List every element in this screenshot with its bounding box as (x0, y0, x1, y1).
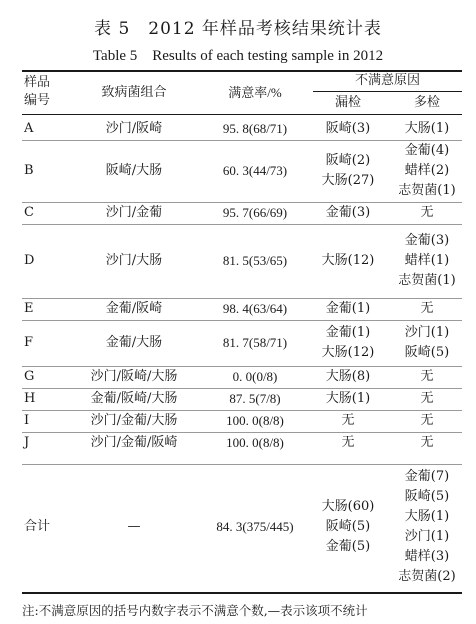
satisfaction-rate: 95. 8(68/71) (222, 121, 288, 136)
extra-detections-entry: 大肠(1) (404, 509, 450, 524)
missed-detections (313, 389, 383, 409)
extra-detections (390, 367, 464, 387)
missed-detections-entry: 阪崎(3) (325, 121, 371, 136)
missed-detections-entry: 阪崎(5) (325, 519, 371, 534)
row-separator (22, 464, 462, 465)
satisfaction-rate: 100. 0(8/8) (226, 413, 284, 428)
header-reasons: 不满意原因 (354, 73, 420, 88)
extra-detections-entry: 沙门(1) (404, 325, 450, 340)
extra-detections (390, 119, 464, 139)
header-sample-id: 样品 编号 (24, 75, 51, 108)
extra-detections-entry: 大肠(1) (404, 121, 450, 136)
extra-detections (390, 433, 464, 453)
missed-detections-entry: 大肠(12) (321, 345, 375, 360)
extra-detections (390, 299, 464, 319)
sample-id: I (24, 413, 30, 428)
sample-id: 合计 (24, 519, 51, 534)
sample-id: E (24, 301, 34, 316)
reasons-sub-rule (313, 91, 462, 92)
missed-detections-entry: 金葡(1) (325, 301, 371, 316)
row-separator (22, 432, 462, 433)
sample-id: A (24, 121, 34, 136)
header-missed: 漏检 (334, 95, 361, 110)
row-separator (22, 298, 462, 299)
extra-detections-entry: 志贺菌(2) (398, 569, 456, 584)
satisfaction-rate: 81. 7(58/71) (222, 335, 288, 350)
header-rule (22, 114, 462, 115)
extra-detections (390, 411, 464, 431)
missed-detections-entry: 无 (341, 435, 355, 450)
missed-detections (313, 497, 383, 557)
pathogen-combo: 沙门/阪崎/大肠 (90, 369, 178, 384)
extra-detections-entry: 无 (420, 435, 434, 450)
table-title-cn: 表 5 2012 年样品考核结果统计表 (94, 19, 382, 39)
missed-detections-entry: 阪崎(2) (325, 153, 371, 168)
sample-id: F (24, 335, 34, 350)
missed-detections-entry: 无 (341, 413, 355, 428)
extra-detections-entry: 蜡样(1) (404, 253, 450, 268)
satisfaction-rate: 84. 3(375/445) (216, 519, 294, 534)
extra-detections-entry: 金葡(3) (404, 233, 450, 248)
row-separator (22, 224, 462, 225)
satisfaction-rate: 95. 7(66/69) (222, 205, 288, 220)
sample-id: C (24, 205, 34, 220)
extra-detections-entry: 金葡(4) (404, 143, 450, 158)
pathogen-combo: 阪崎/大肠 (105, 163, 163, 178)
sample-id: H (24, 391, 36, 406)
bottom-rule (22, 592, 462, 594)
missed-detections (313, 433, 383, 453)
pathogen-combo: 沙门/金葡 (105, 205, 163, 220)
missed-detections-entry: 大肠(60) (321, 499, 375, 514)
extra-detections (390, 141, 464, 201)
extra-detections-entry: 蜡样(2) (404, 163, 450, 178)
extra-detections-entry: 无 (420, 413, 434, 428)
row-separator (22, 140, 462, 141)
missed-detections (313, 411, 383, 431)
pathogen-combo: 沙门/阪崎 (105, 121, 163, 136)
satisfaction-rate: 0. 0(0/8) (232, 369, 278, 384)
missed-detections-entry: 金葡(1) (325, 325, 371, 340)
pathogen-combo: 沙门/金葡/大肠 (90, 413, 178, 428)
extra-detections-entry: 金葡(7) (404, 469, 450, 484)
row-separator (22, 202, 462, 203)
missed-detections (313, 323, 383, 363)
extra-detections (390, 231, 464, 291)
missed-detections (313, 367, 383, 387)
extra-detections-entry: 阪崎(5) (404, 345, 450, 360)
table-title-en: Table 5 Results of each testing sample in 2012 (92, 48, 384, 64)
missed-detections-entry: 大肠(27) (321, 173, 375, 188)
extra-detections (390, 467, 464, 587)
missed-detections-entry: 金葡(3) (325, 205, 371, 220)
header-extra: 多检 (413, 95, 440, 110)
table-footnote: 注:不满意原因的括号内数字表示不满意个数,—表示该项不统计 (22, 603, 368, 618)
pathogen-combo: — (127, 519, 141, 534)
row-separator (22, 410, 462, 411)
row-separator (22, 366, 462, 367)
missed-detections (313, 203, 383, 223)
satisfaction-rate: 100. 0(8/8) (226, 435, 284, 450)
header-satisfaction-rate: 满意率/% (228, 85, 282, 100)
extra-detections (390, 323, 464, 363)
sample-id: G (24, 369, 35, 384)
satisfaction-rate: 87. 5(7/8) (229, 391, 281, 406)
extra-detections-entry: 阪崎(5) (404, 489, 450, 504)
sample-id: J (24, 435, 30, 450)
missed-detections (313, 299, 383, 319)
extra-detections (390, 203, 464, 223)
row-separator (22, 320, 462, 321)
missed-detections-entry: 大肠(8) (325, 369, 371, 384)
missed-detections (313, 119, 383, 139)
missed-detections-entry: 大肠(12) (321, 253, 375, 268)
missed-detections-entry: 金葡(5) (325, 539, 371, 554)
extra-detections (390, 389, 464, 409)
extra-detections-entry: 沙门(1) (404, 529, 450, 544)
missed-detections (313, 151, 383, 191)
satisfaction-rate: 98. 4(63/64) (222, 301, 288, 316)
extra-detections-entry: 无 (420, 205, 434, 220)
extra-detections-entry: 蜡样(3) (404, 549, 450, 564)
pathogen-combo: 金葡/阪崎/大肠 (90, 391, 178, 406)
missed-detections-entry: 大肠(1) (325, 391, 371, 406)
satisfaction-rate: 60. 3(44/73) (222, 163, 288, 178)
sample-id: B (24, 163, 34, 178)
satisfaction-rate: 81. 5(53/65) (222, 253, 288, 268)
extra-detections-entry: 志贺菌(1) (398, 273, 456, 288)
extra-detections-entry: 无 (420, 369, 434, 384)
row-separator (22, 388, 462, 389)
sample-id: D (24, 253, 35, 268)
pathogen-combo: 金葡/大肠 (105, 335, 163, 350)
extra-detections-entry: 志贺菌(1) (398, 183, 456, 198)
pathogen-combo: 沙门/金葡/阪崎 (90, 435, 178, 450)
pathogen-combo: 金葡/阪崎 (105, 301, 163, 316)
missed-detections (313, 251, 383, 271)
pathogen-combo: 沙门/大肠 (105, 253, 163, 268)
header-pathogen-combo: 致病菌组合 (101, 85, 167, 100)
extra-detections-entry: 无 (420, 301, 434, 316)
extra-detections-entry: 无 (420, 391, 434, 406)
